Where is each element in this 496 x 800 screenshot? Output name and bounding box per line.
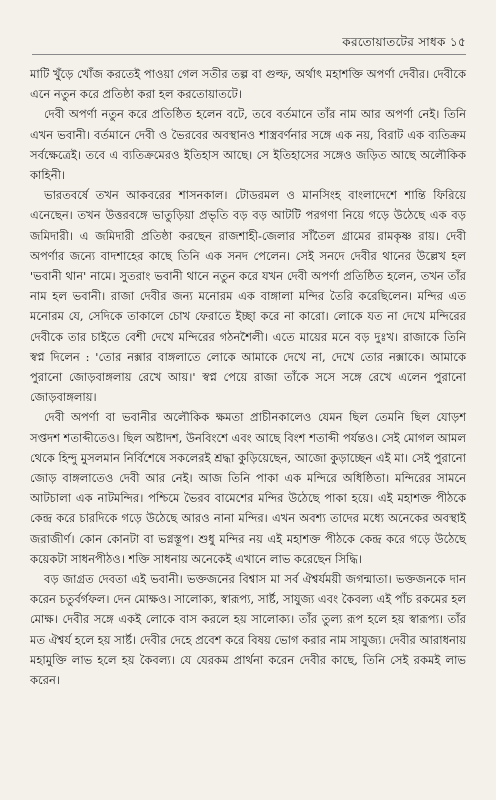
paragraph-4: দেবী অপর্ণা বা ভবানীর অলৌকিক ক্ষমতা প্রাচীনকালেও যেমন ছিল তেমনি ছিল যোড়শ সপ্তদশ শতাব্দীতেও। ছিল অষ্টাদশ, উনবিংশে এবং আছে বিংশ শতাব্দী পর্যন্তও। সেই মোগল আমল থেকে হিন্দু মুসলমান নির্বিশেষে সকলেরই শ্রদ্ধা কুড়িয়েছেন, আজো কুড়াচ্ছেন এই মা। সেই পুরানো জোড় বাঙ্গলাতেও দেবী আর নেই। আজ তিনি পাকা এক মন্দিরে অধিষ্ঠিতা। মন্দিরের সামনে আটচালা এক নাটমন্দির। পশ্চিমে ভৈরব বামেশের মন্দির উঠেছে পাকা হয়ে। এই মহাশক্ত পীঠকে কেন্দ্র করে চারদিকে গড়ে উঠেছে আরও নানা মন্দির। এখন অবশ্য তাদের মধ্যে অনেকের অবস্থাই জরাজীর্ণ। কোন কোনটা বা ভগ্নস্তূপ। শুধু মন্দির নয় এই মহাশক্ত পীঠকে কেন্দ্র করে গড়ে উঠেছে কয়েকটা সাধনপীঠও। শক্তি সাধনায় অনেকেই এখানে লাভ করেছেন সিদ্ধি। (30, 410, 466, 566)
paragraph-5: বড় জাগ্রত দেবতা এই ভবানী। ভক্তজনের বিশ্বাস মা সর্ব ঐশ্বর্যময়ী জগন্মাতা। ভক্তজনকে দান করেন চতুর্বর্গফল। দেন মোক্ষও। সালোক্য, স্বারূপ্য, সার্ষ্ট, সাযুজ্য এবং কৈবল্য এই পাঁচ রকমের হল মোক্ষ। দেবীর সঙ্গে একই লোকে বাস করলে হয় সালোক্য। তাঁর তুল্য রূপ হলে হয় স্বারূপ্য। তাঁর মত ঐশ্বর্য হলে হয় সার্ষ্ট। দেবীর দেহে প্রবেশ করে বিষয় ভোগ করার নাম সাযুজ্য। দেবীর আরাধনায় মহামুক্তি লাভ হলে হয় কৈবল্য। যে যেরকম প্রার্থনা করেন দেবীর কাছে, তিনি সেই রকমই লাভ করেন। (30, 572, 466, 688)
paragraph-1: মাটি খুঁড়ে খোঁজ করতেই পাওয়া গেল সতীর তল্প বা গুল্ফ, অর্থাৎ মহাশক্তি অপর্ণা দেবীর। দেবীকে এনে নতুন করে প্রতিষ্ঠা করা হল করতোয়াতটে। (30, 67, 466, 102)
paragraph-2: দেবী অপর্ণা নতুন করে প্রতিষ্ঠিত হলেন বটে, তবে বর্তমানে তাঁর নাম আর অপর্ণা নেই। তিনি এখন ভবানী। বর্তমানে দেবী ও ভৈরবের অবস্থানও শাস্ত্রবর্ণনার সঙ্গে এক নয়, বিরাট এক ব্যতিক্রম সর্বক্ষেত্রেই। তবে এ ব্যতিক্রমেরও ইতিহাস আছে। সে ইতিহাসের সঙ্গেও জড়িত আছে অলৌকিক কাহিনী। (30, 107, 466, 183)
paragraph-3: ভারতবর্ষে তখন আকবরের শাসনকাল। টোডরমল ও মানসিংহ বাংলাদেশে শান্তি ফিরিয়ে এনেছেন। তখন উত্তরবঙ্গে ভাতুড়িয়া প্রভৃতি বড় বড় আটটি পরগণা নিয়ে গড়ে উঠেছে এক বড় জমিদারী। এ জমিদারী প্রতিষ্ঠা করছেন রাজশাহী-জেলার সাঁতৈল গ্রামের রামকৃষ্ণ রায়। দেবী অপর্ণার জন্যে বাদশাহের কাছে তিনি এক সনদ পেলেন। সেই সনদে দেবীর থানের উল্লেখ হল 'ভবানী থান' নামে। সুতরাং ভবানী থানে নতুন করে যখন দেবী অপর্ণা প্রতিষ্ঠিত হলেন, তখন তাঁর নাম হল ভবানী। রাজা দেবীর জন্য মনোরম এক বাঙ্গালা মন্দির তৈরি করেছিলেন। মন্দির এত মনোরম যে, সেদিকে তাকালে চোখ ফেরাতে ইচ্ছা করে না কারো। লোকে যত না দেখে মন্দিরের দেবীকে তার চাইতে বেশী দেখে মন্দিরের গঠনশৈলী। এতে মায়ের মনে বড় দুঃখ। রাজাকে তিনি স্বপ্ন দিলেন : 'তোর নক্সার বাঙ্গলাতে লোকে আমাকে দেখে না, দেখে তোর নক্সাকে। আমাকে পুরানো জোড়বাঙ্গলায় রেখে আয়।' স্বপ্ন পেয়ে রাজা তাঁকে সসে সঙ্গে রেখে এলেন পুরানো জোড়বাঙ্গলায়। (30, 188, 466, 405)
running-header: করতোয়াতটের সাধক ১৫ (342, 35, 466, 49)
body-text (30, 64, 466, 690)
header-divider (32, 54, 466, 55)
